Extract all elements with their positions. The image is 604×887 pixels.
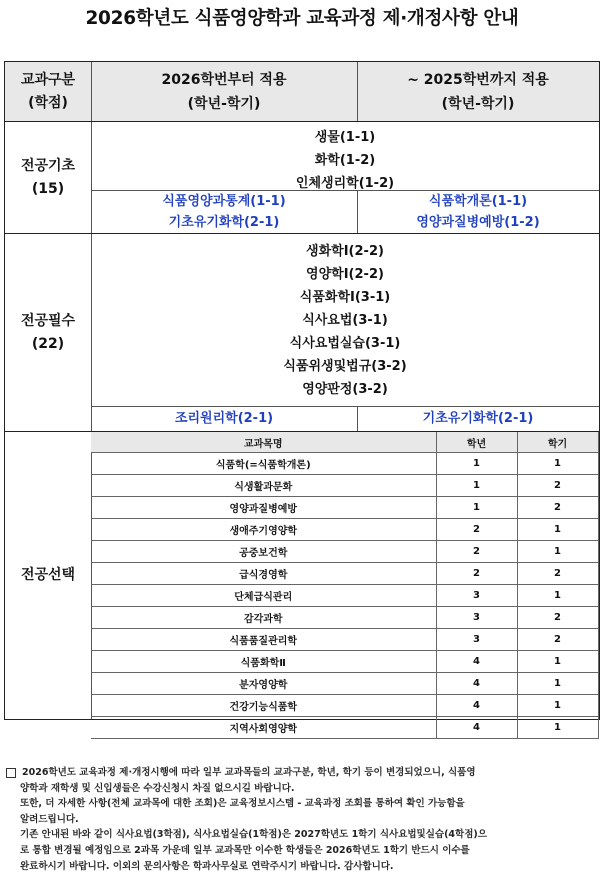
header-from-2026: 2026학번부터 적용 (학년-학기) [91,62,358,121]
course-item: 생물(1-1) [314,130,376,145]
page-title: 2026학년도 식품영양학과 교육과정 제·개정사항 안내 [85,8,519,29]
course-name: 식생활과문화 [91,475,436,497]
course-name: 공중보건학 [91,541,436,563]
table-row [91,475,598,497]
course-year: 4 [436,651,517,673]
table-row [91,497,598,519]
course-name: 분자영양학 [91,673,436,695]
course-year: 4 [436,717,517,739]
notice-line: 알려드립니다. [20,813,79,825]
elective-course-table [91,432,599,739]
course-semester: 1 [517,453,598,475]
course-name: 건강기능식품학 [91,695,436,717]
notice-line: 기존 안내된 바와 같이 식사요법(3학점), 식사요법실습(1학점)은 2027학년도 1학기 식사요법및실습(4학점)으 [20,829,487,841]
notice-line: 로 통합 변경될 예정임으로 2과목 가운데 일부 교과목만 이수한 학생들은 2026학년도 1학기 반드시 이수를 [20,844,470,856]
header-category: 교과구분 (학점) [5,62,92,121]
course-semester: 1 [517,673,598,695]
course-year: 2 [436,563,517,585]
course-item: 식품화학Ⅰ(3-1) [299,290,391,305]
course-name: 생애주기영양학 [91,519,436,541]
table-row [91,607,598,629]
course-name: 지역사회영양학 [91,717,436,739]
notice-line: 완료하시기 바랍니다. 이외의 문의사항은 학과사무실로 연락주시기 바랍니다. 감사합니다. [20,860,394,872]
course-year: 3 [436,629,517,651]
course-semester: 1 [517,541,598,563]
course-item: 식품학개론(1-1) [428,194,528,209]
table-row [91,695,598,717]
column-header-semester: 학기 [517,432,598,453]
column-header-year: 학년 [436,432,517,453]
course-item: 화학(1-2) [314,153,376,168]
table-row [91,651,598,673]
course-year: 4 [436,695,517,717]
course-year: 1 [436,497,517,519]
column-header-course: 교과목명 [91,432,436,453]
basic-category: 전공기초 (15) [5,122,92,233]
course-semester: 2 [517,475,598,497]
course-semester: 2 [517,563,598,585]
course-semester: 2 [517,497,598,519]
course-item: 조리원리학(2-1) [174,411,274,426]
table-row [91,519,598,541]
course-name: 단체급식관리 [91,585,436,607]
course-item: 기초유기화학(2-1) [168,215,280,230]
course-year: 2 [436,519,517,541]
course-semester: 1 [517,585,598,607]
basic-from-2026 [91,191,358,233]
table-row [91,453,598,475]
course-year: 1 [436,475,517,497]
course-semester: 1 [517,717,598,739]
course-item: 기초유기화학(2-1) [422,411,534,426]
course-semester: 2 [517,607,598,629]
course-semester: 1 [517,695,598,717]
course-year: 4 [436,673,517,695]
table-row [91,541,598,563]
notice-section [6,765,600,874]
required-shared-courses [91,240,599,401]
elective-category: 전공선택 [5,432,92,719]
course-item: 인체생리학(1-2) [295,176,395,191]
course-item: 영양학Ⅰ(2-2) [306,267,384,282]
course-semester: 2 [517,629,598,651]
course-item: 식사요법실습(3-1) [289,336,401,351]
table-row [91,629,598,651]
curriculum-table [4,61,600,735]
course-year: 3 [436,607,517,629]
course-name: 감각과학 [91,607,436,629]
course-name: 식품화학Ⅱ [91,651,436,673]
section-major-elective [5,432,599,735]
course-item: 영양판정(3-2) [302,382,388,397]
table-header [5,62,599,122]
basic-until-2025 [357,191,599,233]
notice-line: 양학과 재학생 및 신입생들은 수강신청시 차질 없으시길 바랍니다. [20,782,295,794]
required-changed-courses [91,406,599,431]
header-until-2025: ~ 2025학번까지 적용 (학년-학기) [407,71,549,112]
course-name: 영양과질병예방 [91,497,436,519]
course-item: 식품위생및법규(3-2) [283,359,407,374]
basic-shared-courses [91,126,599,195]
section-major-required [5,234,599,432]
table-row [91,673,598,695]
elective-table-header [91,432,598,453]
course-name: 식품학(=식품학개론) [91,453,436,475]
section-major-basic [5,122,599,234]
table-row [91,717,598,739]
course-name: 급식경영학 [91,563,436,585]
table-row [91,563,598,585]
table-row [91,585,598,607]
course-year: 2 [436,541,517,563]
course-item: 생화학Ⅰ(2-2) [306,244,384,259]
required-from-2026 [91,407,358,431]
required-until-2025 [357,407,599,431]
checkbox-bullet-icon [6,768,16,778]
course-semester: 1 [517,651,598,673]
required-category: 전공필수 (22) [5,234,92,431]
course-year: 1 [436,453,517,475]
course-item: 식사요법(3-1) [302,313,388,328]
course-name: 식품품질관리학 [91,629,436,651]
course-semester: 1 [517,519,598,541]
notice-line: 2026학년도 교육과정 제·개정시행에 따라 일부 교과목들의 교과구분, 학년, 학기 등이 변경되었으니, 식품영 [22,767,476,778]
basic-changed-courses [91,190,599,233]
course-item: 식품영양과통계(1-1) [162,194,286,209]
course-year: 3 [436,585,517,607]
course-item: 영양과질병예방(1-2) [416,215,540,230]
notice-line: 또한, 더 자세한 사항(전체 교과목에 대한 조회)은 교육정보시스템 - 교육과정 조회를 통하여 확인 가능함을 [20,798,465,810]
